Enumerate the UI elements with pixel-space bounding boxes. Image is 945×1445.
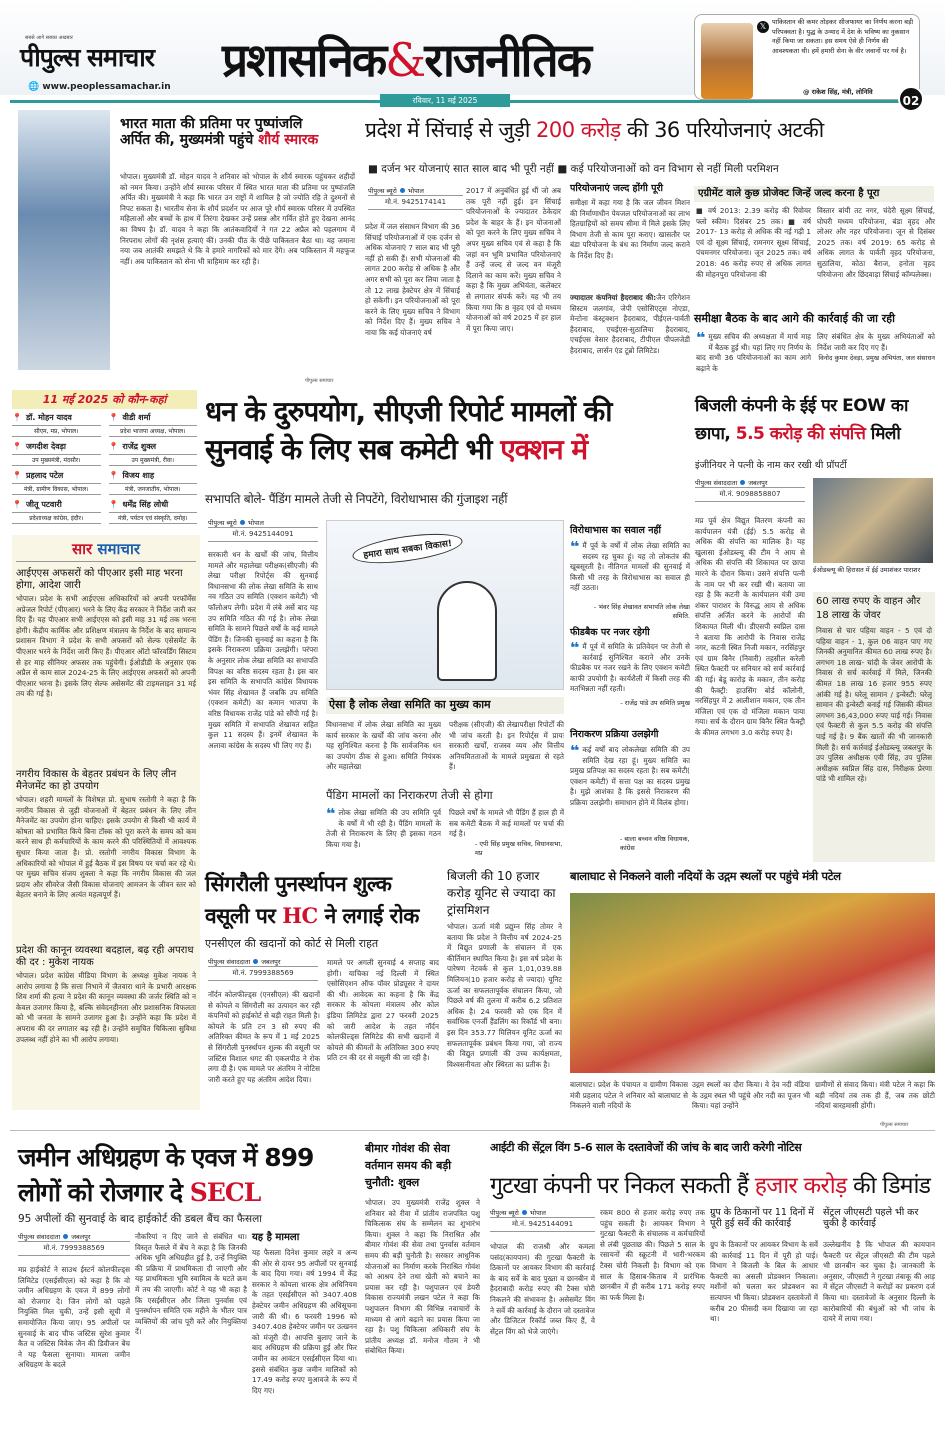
quote1-author: - भंवर सिंह शेखावत सभापति लोक लेखा समिति.	[593, 603, 690, 620]
quote1-head: विरोधाभास का सवाल नहीं	[570, 525, 662, 536]
gutkha-body1: भोपाल की राजश्री और कमला पसंद(कायपान) की गुटखा फैक्टरी के ठिकानों पर आयकर विभाग की कार्रवाई के बाद सर्वे के बाद पुख्ता व छानबीन में हैदराबादी करोड़ रुपए की टैक्स चोरी निकलने की संभावना है। असेसमेंट विंग ने सर्वे की कार्रवाई के दौरान जो दस्तावेज और डिजिटल रिकॉर्ड जब्त किए हैं, वे सेंट्रल विंग को भेजे जाएंगे।	[490, 1242, 595, 1336]
secl-body1: मप्र हाईकोर्ट ने साउथ ईस्टर्न कोलफील्ड्स लिमिटेड (एसईसीएल) को कहा है कि वो जमीन अधिग्रहण के एवज में 899 लोगों को रोजगार दे। जिन लोगों को पहले नियुक्ति मिल चुकी, उन्हें इसी सूची में समायोजित किया जाए। 95 अपीलों पर सुनवाई के बाद चीफ जस्टिस सुरेश कुमार कैत व जस्टिस विवेक जैन की डिवीजन बेंच ने यह फैसला सुनाया। मामला जमीन अधिग्रहण के बदले	[18, 1265, 130, 1370]
pending-body1: ❝ लोक लेखा समिति की उप समिति पूर्व के वर्षों में भी रही है। पैंडिंग मामलों के तेजी से निराकरण के लिए ही इसका गठन किया गया है।	[326, 808, 441, 849]
review-body2: लिए संबंधित क्षेत्र के मुख्य अभियंताओं को निर्देश जारी कर दिए गए हैं।	[817, 332, 935, 352]
sinchai-body-col2: 2017 में अनुबंधित हुई थीं जो अब तक पूरी नहीं हुई। इन सिंचाई परियोजनाओं के ज्यादातर ठेकेदार प्रदेश के बाहर के हैं। इन योजनाओं को पूरा करने के लिए मुख्य सचिव ने अपर मुख्य सचिव एवं से कहा है कि जहां वन भूमि प्रभावित परियोजनाएं हैं उन्हें जल्द से जल्द वन मंजूरी दिलाने का काम करें। मुख्य सचिव ने कहा है कि मुख्य अभियंता, कलेक्टर से लगातार संपर्क करें। यह भी तय किया गया कि 8 वृहद एवं दो मध्यम योजनाओं को वर्ष 2025 में हर हाल में पूरा किया जाए।	[466, 186, 561, 333]
saar-item: नगरीय विकास के बेहतर प्रबंधन के लिए लीन मैनेजमेंट का हो उपयोग भोपाल। शहरी मामलों के विशेषज्ञ प्रो. सुभाष रस्तोगी ने कहा है कि नगरीय विकास से जुड़ी योजनाओं में बेहतर प्रबंधन के लिए लीन मैनेजमेंट का उपयोग होना चाहिए। इसके उपयोग से किसी भी कार्य में कोषता को प्रभावित किये बिना टॉस्क को पूरा करने के समय को कम करने साथ ही कर्मचारियों के काम करने की परिस्थितियों में आवश्यक सुधार किया जाता है। प्रो. रस्तोगी नगरीय विकास विभाग के अधिकारियों को भोपाल में हुई बैठक में इस विषय पर चर्चा कर रहे थे। पर मुख्य सचिव संजय शुक्ला ने कहा कि नगरीय विकास की जल प्रदाय और सीवरेज जैसी विकास योजनाएं आमजन के जीवन स्तर को बेहतर बनाने के लिए अत्यंत महत्वपूर्ण हैं।	[16, 769, 196, 900]
quote1-body: ❝ मैं पूर्व के वर्षों में लोक लेखा समिति का सदस्य रह चुका हूं। यह तो लोकतंत्र की खूबसूरती है। नीतिगत मामलों की सुनवाई में किसी भी तरह के विरोधाभास का सवाल ही नहीं उठता।	[570, 541, 690, 593]
quote-icon: ❝	[570, 745, 580, 760]
review-body1: ❝ मुख्य सचिव की अध्यक्षता में मार्च माह में बैठक हुई थी। यहां लिए गए निर्णय के बाद सभी 36 परियोजनाओं का काम आगे बढ़ाने के	[696, 332, 811, 373]
kaun-kahan-item: 📍 प्रहलाद पटेल मंत्री, ग्रामीण विकास, भोपाल।	[12, 470, 101, 495]
gutkha-headline: गुटखा कंपनी पर निकल सकती हैं हजार करोड़ की डिमांड	[490, 1173, 931, 1199]
quote-icon: ❝	[570, 541, 580, 556]
kaun-kahan-item: 📍 विजय शाह मंत्री, जनजातीय, भोपाल।	[109, 470, 198, 495]
secl-subhead: 95 अपीलों की सुनवाई के बाद हाईकोर्ट की डबल बैंच का फैसला	[18, 1213, 262, 1225]
secl-headline: जमीन अधिग्रहण के एवज में 899 लोगों को रोजगार दे SECL	[18, 1143, 314, 1207]
agreement-head: एग्रीमेंट वाले कुछ प्रोजेक्ट जिन्हें जल्द करना है पूरा	[694, 186, 934, 202]
kaun-kahan-item: 📍 धर्मेंद्र सिंह लोधी मंत्री, पर्यटन एवं संस्कृति, दमोह।	[109, 499, 198, 524]
location-pin-icon: 📍	[12, 500, 22, 509]
gutkha-byline: पीपुल्स ब्यूरो भोपाल मो.नं. 9425144091	[490, 1208, 595, 1232]
kaun-kahan-item: 📍 जीतू पटवारी प्रदेशाध्यक्ष कांग्रेस, इंदौर।	[12, 499, 101, 524]
balaghat-caption1: बालाघाट। प्रदेश के पंचायत व ग्रामीण विकास मंत्री प्रहलाद पटेल ने शनिवार को बालाघाट से निकलने वाली नदियों के	[570, 1080, 688, 1111]
smarak-headline: भारत माता की प्रतिमा पर पुष्पांजलि अर्पित की, मुख्यमंत्री पहुंचे शौर्य स्मारक	[120, 116, 319, 149]
balaghat-credit: पीपुल्स समाचार	[880, 1122, 909, 1128]
sinchai-companies: ज्यादातर कंपनियां हैदराबाद की:जैन एरिगेशन सिस्टम जलगांव, जेपी एसोसिएट्स नोएडा, मेन्टोना कंस्ट्रक्शन हैदराबाद, पीईएल-पार्वती हैदराबाद, एचईएस-सुठालिया हैदराबाद, एचईएस वेसार हैदराबाद, टीपीएल पीपलजेडी हैदराबाद, लार्सन एंड टूब्रो लिमिटेड।	[570, 293, 690, 355]
agreement-col2: विस्तार बांयी तट नगर, चंदेरी सूक्ष्म सिंचाई, घोघरी मध्यम परियोजना, बंडा वृहद और लोअर और नहर परियोजना। जून से दिसंबर 2025 तक। वर्ष 2019: 65 करोड़ से अधिक लागत के पार्वती वृहद परियोजना, सुठालिया, कोठा बैराज, हनोता वृहद परियोजना और छिंदवाड़ा सिंचाई कॉम्पलेक्स।	[817, 206, 935, 279]
cag-subhead: सभापति बोले- पैंडिंग मामले तेजी से निपटेंगे, विरोधाभास की गुंजाइश नहीं	[205, 492, 508, 506]
eow-arrest-photo	[813, 478, 933, 563]
smarak-body: भोपाल। मुख्यमंत्री डॉ. मोहन यादव ने शनिवार को भोपाल के शौर्य स्मारक पहुंचकर शहीदों को नमन किया। उन्होंने शौर्य स्मारक परिसर में स्थित भारत माता की प्रतिमा पर पुष्पांजलि अर्पित की। मुख्यमंत्री ने कहा कि भारत उन राष्ट्रों में शामिल है जो ज्योति रहि ते दुश्मनों से निपट सकता है। भारतीय सेना के शौर्य प्रदर्शन पर आज पूरे शौर्य स्मारक परिसर में उपस्थित महिलाओं और बच्चों के हाथ में तिरंगा देखकर उन्हें प्रसन्न और गर्वित होते हुए देखना आनंद का विषय है। डॉ. यादव ने कहा कि आतंकवादियों ने गत 22 अप्रैल को पहलगाम में निरपराध लोगों की नृशंस हत्याएं कीं। उनकी पीठ के पीछे पाकिस्तान बैठा था। यह जमाना नया जब आतंकी समझते थे कि वे हमारे नागरिकों को मार देंगे। अब पाकिस्तान में महफूज नहीं। अब पाकिस्तान को सेना भी त्राहिमाम कर रही है।	[120, 172, 355, 266]
tagline: सबसे आगे सबका अखबार	[25, 35, 73, 41]
globe-icon: 🌐	[28, 82, 40, 92]
cag-headline: धन के दुरुपयोग, सीएजी रिपोर्ट मामलों की सुनवाई के लिए सब कमेटी भी एक्शन में	[205, 395, 612, 466]
shukla-body: भोपाल। उप मुख्यमंत्री राजेंद्र शुक्ल ने शनिवार को रीवा में प्रांतीय राजपत्रित पशु चिकित्सक संघ के सम्मेलन का शुभारंभ किया। शुक्ल ने कहा कि निराश्रित और बीमार गोवंश की सेवा तथा पुनर्वास वर्तमान समय की बड़ी चुनौती है। सरकार आधुनिक योजनाओं का निर्माण करके निराश्रित गोवंश को आश्रय देने तथा खेती को बचाने का प्रयास कर रही है। पशुपालन एवं डेयरी विकास राज्यमंत्री लखन पटेल ने कहा कि पशुपालन विभाग की विभिन्न नवाचारों के माध्यम से आगे बढ़ाने का प्रयास किया जा रहा है। पशु चिकित्सा अधिकारी संघ के प्रांतीय अध्यक्ष डॉ. मनोज गौतम ने भी संबोधित किया।	[365, 1198, 480, 1356]
singrauli-headline: सिंगरौली पुनर्स्थापन शुल्क वसूली पर HC ने लगाई रोक	[205, 872, 419, 928]
newspaper-logo: पीपुल्स समाचार	[20, 43, 154, 72]
secl-byline: पीपुल्स संवाददाता जबलपुर मो.नं. 7999388569	[18, 1232, 130, 1256]
cag-body: सरकारी धन के खर्चों की जांच, वित्तीय मामले और महालेखा परीक्षक(सीएजी) की लेखा परीक्षा रिपोर्ट्स की सुनवाई विधानसभा की लोक लेखा समिति के साथ नव गठित उप समिति (एक्शन कमेटी) भी फॉलोअप लेगी। प्रदेश में लंबे अर्से बाद यह उप समिति गठित की गई है। लोक लेखा समिति के सामने पिछले वर्षों के कई मामले पेंडिंग हैं। जिनकी सुनवाई का कहना है कि इसके निराकरण प्रक्रिया उलझेगी। परंपरा के अनुसार लोक लेखा समिति का सभापति विपक्ष का वरिष्ठ सदस्य रहता है। इस बार इस समिति के सभापति कांग्रेस विधायक भंवर सिंह शेखावत हैं जबकि उप समिति (एक्शन कमेटी) का कमान भाजपा के वरिष्ठ विधायक राजेंद्र पांडे को सौंपी गई है। मुख्य समिति में सभापति शेखावत सहित कुल 11 सदस्य हैं। इनमें शेखावत के अलावा कांग्रेस के सदस्य भी लिए गए हैं।	[208, 550, 318, 750]
cartoon-speech-bubble: हमारा साथ सबका विकास!	[351, 528, 465, 568]
divider	[10, 1130, 935, 1131]
review-head: समीक्षा बैठक के बाद आगे की कार्रवाई की जा रही	[694, 312, 895, 325]
gutkha-side2-body: उल्लेखनीय है कि भोपाल की कायपान फैक्टरी पर सेंट्रल जीएसटी की टीम पहले भी छानबीन कर चुका है। जानकारी के अनुसार, जीएसटी ने गुटखा तंबाकू की आड़ में सेंट्रल जीएसटी ने करोड़ों का प्रकरण दर्ज किया था। दस्तावेजों के अनुसार दिल्ली के कारोबारियों की बंधुओं को भी जांच के दायरे में लाया गया।	[823, 1240, 935, 1324]
eow-box-head: 60 लाख रुपए के वाहन और 18 लाख के जेवर	[816, 596, 921, 621]
quote3-head: निराकरण प्रक्रिया उलझेगी	[570, 729, 659, 740]
bijli-headline: बिजली की 10 हजार करोड़ यूनिट से ज्यादा का ट्रांसमिशन	[447, 869, 556, 917]
cartoon-figure	[437, 581, 497, 681]
saar-item: प्रदेश की कानून व्यवस्था बदहाल, बढ़ रही अपराध की दर : मुकेश नायक भोपाल। प्रदेश कांग्रेस मीडिया विभाग के अध्यक्ष मुकेश नायक ने आरोप लगाया है कि सत्ता निभाने में जैतवारा थाने के प्रभारी आरक्षक शिव शर्मा की हत्या ने प्रदेश की कानून व्यवस्था की जर्जर स्थिति को न केवल उजागर किया है, बल्कि संवेदनहीनता और प्रशासनिक विफलता को भी जनता के सामने उजागर हुआ है। उन्होंने कहा कि प्रदेश में अपराध की दर लगातार बढ़ रही है। उन्होंने समुचित चिकित्सा सुविधा उपलब्ध नहीं होने का भी आरोप लगाया।	[16, 945, 196, 1044]
review-author: विनोद कुमार देवड़ा, प्रमुख अभियंता, जल संसाधन	[818, 354, 935, 362]
minister-photo	[701, 23, 753, 99]
sinchai-side-head: परियोजनाएं जल्द होंगी पूरी	[570, 183, 663, 194]
quote-icon: ❝	[570, 642, 580, 657]
location-pin-icon: 📍	[108, 471, 119, 480]
section-title: प्रशासनिक&राजनीतिक	[222, 33, 590, 87]
balaghat-caption3: ग्रामीणों से संवाद किया। मंत्री पटेल ने कहा कि बड़ी नदियां तब तक ही हैं, जब तक छोटी नदियां बारहमासी होंगी।	[815, 1080, 935, 1111]
quote2-author: - राजेंद्र पांडे उप समिति प्रमुख	[620, 699, 690, 707]
sinchai-byline: पीपुल्स ब्यूरो भोपाल मो.नं. 9425174141	[368, 186, 463, 210]
eow-assets-box	[813, 592, 935, 862]
saar-samachar-column	[12, 535, 200, 1110]
sinchai-headline: प्रदेश में सिंचाई से जुड़ी 200 करोड़ की 36 परियोजनाएं अटकी	[365, 118, 824, 142]
quote-author: @ राकेश सिंह, मंत्री, लोनिवि	[803, 88, 873, 96]
gutkha-side1-body: ग्रुप के ठिकानों पर आयकर विभाग के सर्वे की कार्रवाई 11 दिन में पूरी हो पाई। विभाग ने बिजली के बिल के आधार फैक्टरी का असली प्रोडक्शन निकाला। मशीनों को चलता कर प्रोडक्शन का सत्यापन भी किया। प्रोडक्शन दस्तावेजों में करीब 20 फीसदी कम दिखाया जा रहा था।	[710, 1240, 818, 1324]
secl-box-head: यह है मामला	[252, 1232, 300, 1243]
website-link[interactable]: 🌐 www.peoplessamachar.in	[28, 82, 171, 92]
masthead	[0, 0, 945, 95]
eow-headline: बिजली कंपनी के ईई पर EOW का छापा, 5.5 करोड़ की संपत्ति मिली	[695, 396, 908, 444]
eow-byline: पीपुल्स संवाददाता जबलपुर मो.नं. 9098858807	[695, 478, 805, 502]
singrauli-subhead: एनसीएल की खदानों को कोर्ट से मिली राहत	[205, 937, 379, 950]
quote-icon: ❝	[326, 808, 336, 823]
gutkha-body2: रकम 800 से हजार करोड़ रुपए तक पहुंच सकती है। आयकर विभाग ने गुटखा फैक्टरी के संचालक व कर्मचारियों से लंबी पूछताछ की। पिछले 5 साल के रसायनों की स्क्रूटनी में भारी-भरकम टैक्स चोरी निकली है। विभाग को एक साल के हिसाब-किताब में प्रारंभिक छानबीन में ही करीब 171 करोड़ रुपए का फर्क मिला है।	[600, 1208, 705, 1302]
bharat-mata-statue-photo	[18, 110, 110, 370]
balaghat-caption2: उद्गम स्थलों का दौरा किया। वे देव नदी वंडिया के उद्गम स्थल भी पहुंचे और नदी का पूजन भी किया। यहां उन्होंने	[692, 1080, 810, 1111]
location-pin-icon: 📍	[12, 442, 22, 451]
gutkha-side1-head: ग्रुप के ठिकानों पर 11 दिनों में पूरी हुई सर्वे की कार्रवाई	[710, 1207, 814, 1229]
kaun-kahan-item: 📍 राजेंद्र शुक्ल उप मुख्यमंत्री, रीवा।	[109, 441, 198, 466]
agreement-col1: ■ वर्ष 2013: 2.39 करोड़ की रिवोयर फ्लो स्कीम। दिसंबर 25 तक। ■ वर्ष 2017- 13 करोड़ से अधिक की नई गढ़ी 1 एवं दो सूक्ष्म सिंचाई, रामनगर सूक्ष्म सिंचाई, पंचमनगर परियोजना। जून 2025 तक। वर्ष 2018: 46 करोड़ रुपए से अधिक लागत की मोहनपुरा परियोजना की	[696, 206, 811, 279]
balaghat-photo	[570, 893, 935, 1073]
quote-box	[694, 14, 920, 100]
photo-credit: पीपुल्स समाचार	[305, 378, 334, 384]
location-pin-icon: 📍	[108, 500, 119, 509]
saar-item: आईएएस अफसरों को पीएआर इसी माह भरना होगा, आदेश जारी भोपाल। प्रदेश के सभी आईएएस अधिकारियों को अपनी परफॉर्मेंस अप्रेजल रिपोर्ट (पीएआर) भरने के लिए केंद्र सरकार ने निर्देश जारी कर दिए हैं। यह पीएआर सभी आईएएस को इसी माह 31 मई तक भरना होगी। केंद्रीय कार्मिक और प्रशिक्षण मंत्रालय के निर्देश के बाद सामान्य प्रशासन विभाग ने प्रदेश के सभी अफसरों को सेल्फ एसेसमेंट के पीएआर भरने के निर्देश जारी किए हैं। पीएआर ऑटो फॉरवर्डिंग सिस्टम से हर माह सीनियर अफसर तक पहुंचेगी। ईओडीडी के अनुसार एक अप्रैल से काम साल 2024-25 के लिए आईएएस अफसरों को अपनी पीएआर भरना है। इसके लिए सेल्फ असेसमेंट की टाइमलाइन 31 मई तय की गई है।	[16, 568, 196, 699]
quote-text: पाकिस्तान की कमर तोड़कर सीजफायर का निर्णय करना बड़ी परिपक्वता है। युद्ध के उन्माद में देश के भविष्य का नुकसान नहीं किया जा सकता। इस समय ऐसे ही निर्णय की आवश्यकता थी। हमें हमारी सेना के वीर जवानों पर गर्व है।	[772, 18, 914, 55]
committee-box-head: ऐसा है लोक लेखा समिति का मुख्य काम	[326, 697, 564, 714]
eow-box-body: निवास से चार पहिया वाहन - 5 एवं दो पहिया वाहन - 1, कुल 06 वाहन पाए गए जिनकी अनुमानित कीमत 60 लाख रुपए है। लगभग 18 लाख- चांदी के जेवर आरोपी के निवास से सर्च कार्रवाई में मिले, जिनकी कीमत 18 लाख 16 हजार 955 रुपए आंकी गई है। घरेलू सामान / इन्वेस्टी: घरेलू सामान की इन्वेस्टी बनाई गई जिसकी कीमत लगभग 36,43,000 रुपए पाई गई। निवास एवं फैक्टरी से कुल 5.5 करोड़ की संपत्ति पाई गई है। 9 बैंक खातों की भी जानकारी मिली है। सर्च कार्रवाई ईओडब्ल्यू जबलपुर के उप पुलिस अधीक्षक एवी सिंह, उप पुलिस अधीक्षक स्वप्निल सिंह दास, निरीक्षक प्रेरणा पांडे भी शामिल रहे।	[816, 626, 932, 784]
sinchai-side-body: समीक्षा में कहा गया है कि जल जीवन मिशन की निर्माणाधीन पेयजल परियोजनाओं का लाभ हितग्राहियों को समय सीमा में मिले इसके लिए विभाग तेजी से काम पूरा कराए। खासतौर पर बंडा परियोजना के बंध का निर्माण जल्द कराने के निर्देश दिए हैं।	[570, 198, 690, 260]
committee-box-col2: परीक्षक (सीएजी) की लेखापरीक्षा रिपोर्टों की भी जांच करती है। इन रिपोर्ट्स में प्रायः सरकारी खर्चों, राजस्व व्यय और वित्तीय अनियमितताओं के मामले प्रमुखता से रहते हैं।	[449, 720, 564, 772]
quote3-body: ❝ कई वर्षों बाद लोकलेखा समिति की उप समिति देख रहा हूं। मुख्य समिति का प्रमुख प्रतिपक्ष का सदस्य रहता है। सब कमेटी( एक्शन कमेटी) में सत्ता पक्ष का सदस्य प्रमुख है। मुझे आशंका है कि इससे निराकरण की प्रक्रिया उलझेगी। समाधान होने में विलंब होगा।	[570, 745, 690, 807]
quote3-author: - बाला बच्चन वरिष्ठ विधायक, कांग्रेस	[620, 835, 690, 852]
bijli-body: भोपाल। ऊर्जा मंत्री प्रद्युम्न सिंह तोमर ने बताया कि प्रदेश ने वित्तीय वर्ष 2024-25 में विद्युत प्रणाली के संचालन में एक कीर्तिमान स्थापित किया है। इस वर्ष प्रदेश के पारेषण नेटवर्क से कुल 1,01,039.88 मिलियन(10 हजार करोड़ से ज्यादा) यूनिट ऊर्जा का सफलतापूर्वक संचालन किया, जो पिछले वर्ष की तुलना में करीब 6.2 प्रतिशत अधिक है। 24 फरवरी को एक दिन में सर्वाधिक एनर्जी हैंडलिंग का रिकॉर्ड भी बना। इस दिन 353.77 मिलियन यूनिट ऊर्जा का सफलतापूर्वक प्रबंधन किया गया, जो राज्य की विद्युत प्रणाली की उच्च कार्यक्षमता, विश्वसनीयता और स्थिरता का प्रतीक है।	[447, 922, 562, 1069]
sinchai-subheads: ■ दर्जन भर योजनाएं सात साल बाद भी पूरी नहीं ■ कई परियोजनाओं को वन विभाग से नहीं मिली परमिशन	[368, 163, 779, 175]
balaghat-headline: बालाघाट से निकलने वाली नदियों के उद्गम स्थलों पर पहुंचे मंत्री पटेल	[570, 869, 841, 883]
location-pin-icon: 📍	[108, 442, 119, 451]
sinchai-body-col1: प्रदेश में जल संसाधन विभाग की 36 सिंचाई परियोजनाओं में एक दर्जन से अधिक योजनाएं 7 साल बाद भी पूरी नहीं हो सकी हैं। सभी योजनाओं की लागत 200 करोड़ से अधिक है और अगर सभी को पूरा कर लिया जाता है तो 12 लाख हेक्टेयर क्षेत्र में सिंचाई हो सकेगी। इन परियोजनाओं को पूरा करने के लिए मुख्य सचिव ने विभाग को निर्देश दिए हैं। मुख्य सचिव ने नाया कि कई योजनाएं वर्ष	[365, 222, 460, 337]
singrauli-body1: नॉर्दन कोलफील्ड्स (एनसीएल) की खदानों से कोयले व सिंगरौली का उत्पादन कर रही कंपनियों को हाईकोर्ट से बड़ी राहत मिली है। कोयले के प्रति टन 3 सौ रुपए की अतिरिक्त कीमत के रूप में 1 मई 2025 से सिंगरौली पुनर्स्थापन शुल्क की वसूली पर जस्टिस विशाल धगट की एकलपीठ ने रोक लगा दी है। एक मामले पर अंतरिम ने नोटिस जारी करते हुए यह अंतरिम आदेश दिया।	[208, 990, 320, 1084]
pending-author: - एपी सिंह प्रमुख सचिव, विधानसभा, मप्र	[475, 840, 563, 857]
saar-samachar-title: सार समाचार	[16, 539, 196, 562]
eow-body: मप्र पूर्व क्षेत्र विद्युत वितरण कंपनी का कार्यपालन यंत्री (ईई) 5.5 करोड़ से अधिक की संपत्ति का मालिक है। यह खुलासा ईओडब्ल्यू की टीम ने आय से अधिक की संपत्ति की शिकायत पर छापा मारने के दौरान किया। उसने संपत्ति पत्नी के नाम पर भी कर रखी थी। बताया जा रहा है कि कटनी के कार्यपालन यंत्री उमा शंकर पाराशर के विरुद्ध आय से अधिक संपत्ति अर्जित करने के आरोपों की शिकायत मिली थी। डीएसपी स्वप्निल दास ने बताया कि आरोपी के निवास राजेंद्र नगर, कटनी स्थित निजी मकान, नरसिंहपुर एवं ग्राम बिनैर (निवारी) तहसील करेली स्थित फैक्टरी पर सनियार को सर्च कार्रवाई की गई। बेडू कारोड़ के मकान, तीन करोड़ की फैक्ट्री: हाउसिंग बोर्ड कॉलोनी, नरसिंहपुर में 2 आलीशान मकान, एक तीन मंजिला एवं एक दो मंजिला मकान पाया गया। सर्च के दौरान ग्राम बिनैर स्थित फैक्ट्री के कीमत लगभग 3.0 करोड़ रुपए है।	[695, 516, 805, 737]
page-number: 02	[898, 86, 924, 112]
gutkha-side2-head: सेंट्रल जीएसटी पहले भी कर चुकी है कार्रवाई	[823, 1207, 919, 1229]
singrauli-byline: पीपुल्स संवाददाता जबलपुर मो.नं. 7999388569	[208, 957, 318, 981]
gutkha-kicker: आईटी की सेंट्रल विंग 5-6 साल के दस्तावेजों की जांच के बाद जारी करेगी नोटिस	[490, 1141, 802, 1154]
kaun-kahan-item: 📍 डॉ. मोहन यादव सीएम, मप्र, भोपाल।	[12, 412, 101, 437]
pending-body2: पिछले वर्षों के मामले भी पैंडिंग हैं हाल ही में सब कमेटी बैठक में कई मामलों पर चर्चा की गई है।	[449, 808, 564, 839]
singrauli-body2: मामले पर अगली सुनवाई 4 सप्ताह बाद होगी। याचिका नई दिल्ली में स्थित एसोसिएशन ऑफ पॉवर प्रोड्यूसर ने दायर की थी। आवेदक का कहना है कि केंद्र सरकार के कोयला मंत्रालय और कोल इंडिया लिमिटेड द्वारा 27 फरवरी 2025 को जारी आदेश के तहत नॉर्दन कोलफील्ड्स लिमिटेड की सभी खदानों में कोयले की कीमतों के अतिरिक्त 300 रुपए प्रति टन की दर से वसूली की जा रही है।	[327, 958, 439, 1063]
pending-head: पैंडिग मामलों का निराकरण तेजी से होगा	[326, 788, 493, 802]
kaun-kahan-item: 📍 वीडी शर्मा प्रदेश भाजपा अध्यक्ष, भोपाल।	[109, 412, 198, 437]
location-pin-icon: 📍	[12, 471, 22, 480]
quote-icon: ❝	[696, 332, 706, 347]
secl-body2: नौकरियां न दिए जाने से संबंधित था। विस्तृत फैसले में बेंच ने कहा है कि जिनकी अधिक भूमि अधिग्रहीत हुई है, उन्हें नियुक्ति की प्रक्रिया में प्राथमिकता दी जाएगी और यह प्राथमिकता भूमि स्वामित्व के घटते क्रम में तय की जाएगी। कोर्ट ने यह भी कहा है कि एसईसीएल और जिला पुनर्वास एवं पुनर्स्थापन समिति एक महीने के भीतर पात्र व्यक्तियों की जांच पूरी करें और नियुक्तियां दें।	[135, 1232, 247, 1337]
secl-box-body: यह फैसला दिनेश कुमार लहरे व अन्य की ओर से दायर 95 अपीलों पर सुनवाई के बाद दिया गया। वर्ष 1994 में केंद्र सरकार ने कोयला धारक क्षेत्र अधिनियम के तहत एसईसीएल को 3407.408 हेक्टेयर जमीन अधिग्रहण की अधिसूचना जारी की थी। 6 फरवरी 1996 को 3407.408 हेक्टेयर जमीन पर उत्खनन को मंजूरी दी। आपत्ति बुलाए जाने के बाद अधिग्रहण की प्रक्रिया हुई और फिर जमीन का आवंटन एसईसीएल दिया था। इससे संबंधित कुछ जमीन मालिकों को 17.49 करोड़ रुपए मुआवजे के रूप में दिए गए।	[252, 1248, 357, 1395]
eow-subhead: इंजीनियर ने पत्नी के नाम कर रखी थी प्रॉपर्टी	[695, 460, 847, 471]
cag-byline: पीपुल्स ब्यूरो भोपाल मो.नं. 9425144091	[208, 518, 318, 542]
location-pin-icon: 📍	[12, 413, 22, 422]
kaun-kahan-item: 📍 जगदीश देवड़ा उप मुख्यमंत्री, मंदसौर।	[12, 441, 101, 466]
eow-photo-caption: ईओडब्ल्यू की हिरासत में ईई उमाशंकर पाराशर	[813, 566, 921, 574]
shukla-headline: बीमार गोवंश की सेवा वर्तमान समय की बड़ी चुनौती: शुक्ल	[365, 1142, 452, 1189]
location-pin-icon: 📍	[108, 413, 119, 422]
committee-box-col1: विधानसभा में लोक लेखा समिति का मुख्य कार्य सरकार के खर्चों की जांच करना और यह सुनिश्चित करना है कि सार्वजनिक धन का उपयोग ठीक से हुआ। समिति नियंत्रक और महालेखा	[326, 720, 441, 772]
date-label: रविवार, 11 मई 2025	[380, 94, 510, 107]
kaun-kahan-list	[12, 412, 197, 524]
x-logo-icon: 𝕏	[757, 21, 769, 33]
kaun-kahan-title: 11 मई 2025 को कौन-कहां	[12, 390, 197, 409]
cartoon	[326, 520, 564, 690]
quote2-head: फीडबैक पर नजर रहेगी	[570, 627, 650, 638]
quote2-body: ❝ मैं पूर्व में समिति के प्रतिवेदन पर तेजी से कार्रवाई सुनिश्चित कराने और उनके फीडबैक पर नजर रखने के लिए एक्शन कमेटी काफी उपयोगी है। कार्यशैली में किसी तरह की मतभिन्नता नहीं रहती।	[570, 642, 690, 694]
